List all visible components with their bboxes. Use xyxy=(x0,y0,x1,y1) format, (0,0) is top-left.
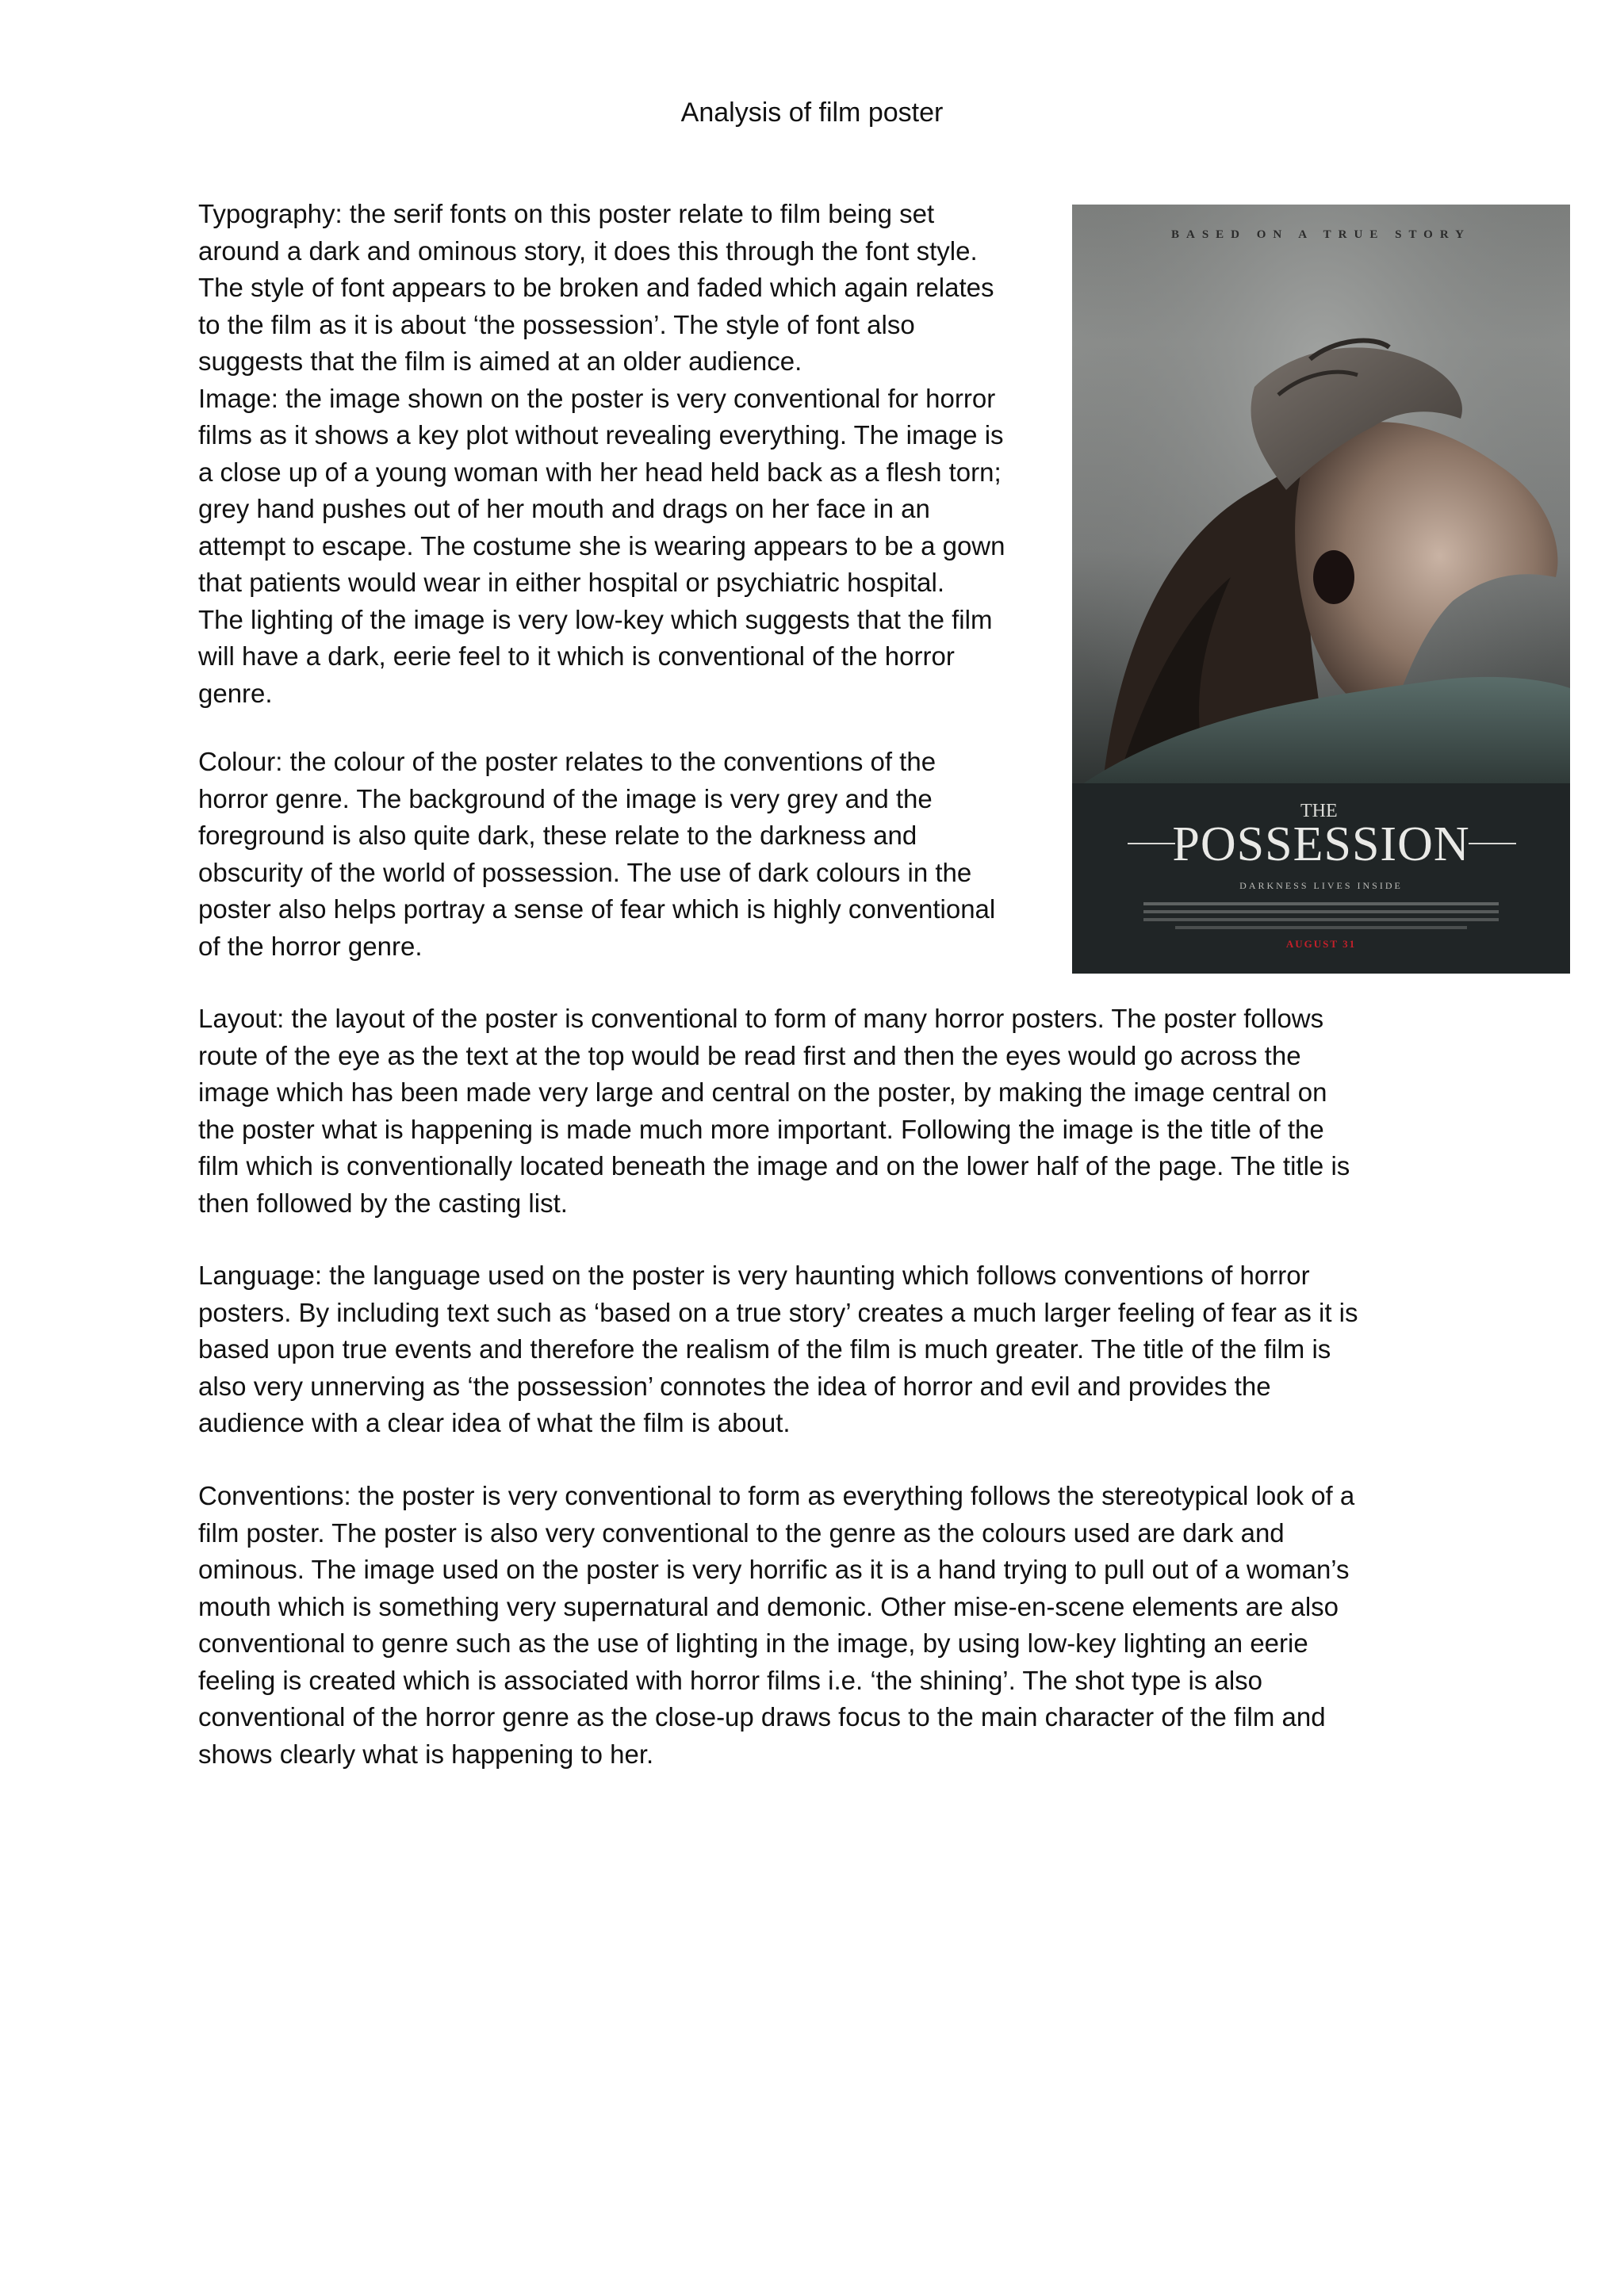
text-line: Layout: the layout of the poster is conventional to form of many horror posters. The poster follows xyxy=(198,1004,1324,1033)
paragraph-conventions xyxy=(198,1478,1354,1773)
text-line: around a dark and ominous story, it does this through the font style. xyxy=(198,235,978,266)
poster-release-date: AUGUST 31 xyxy=(1285,938,1357,950)
text-line: a close up of a young woman with her head held back as a flesh torn; xyxy=(198,457,1002,487)
poster-title-prefix: THE xyxy=(1300,801,1338,821)
text-line: shows clearly what is happening to her. xyxy=(198,1739,654,1769)
text-line: Language: the language used on the poster is very haunting which follows conventions of horror xyxy=(198,1261,1310,1290)
text-line: to the film as it is about ‘the possession’. The style of font also xyxy=(198,309,915,339)
text-line: film poster. The poster is also very conventional to the genre as the colours used are dark and xyxy=(198,1517,1285,1548)
text-line: feeling is created which is associated with horror films i.e. ‘the shining’. The shot type is also xyxy=(198,1665,1263,1695)
text-line: Conventions: the poster is very conventional to form as everything follows the stereotypical look of a xyxy=(198,1481,1355,1510)
text-line: posters. By including text such as ‘based on a true story’ creates a much larger feeling of fear as it is xyxy=(198,1297,1358,1327)
paragraph-typography-image xyxy=(198,196,1005,712)
poster-title: POSSESSION xyxy=(1172,817,1470,871)
text-line: The style of font appears to be broken and faded which again relates xyxy=(198,273,994,302)
text-line: mouth which is something very supernatural and demonic. Other mise-en-scene elements are also xyxy=(198,1591,1339,1621)
poster-tagline: BASED ON A TRUE STORY xyxy=(1171,228,1471,241)
text-line: Typography: the serif fonts on this poster relate to film being set xyxy=(198,199,935,228)
text-line: image which has been made very large and central on the poster, by making the image central on xyxy=(198,1077,1327,1107)
text-line: suggests that the film is aimed at an older audience. xyxy=(198,346,802,376)
text-line: foreground is also quite dark, these relate to the darkness and xyxy=(198,821,917,850)
text-line: will have a dark, eerie feel to it which is conventional of the horror xyxy=(198,641,955,671)
text-line: Colour: the colour of the poster relates to the conventions of the xyxy=(198,747,936,776)
text-line: of the horror genre. xyxy=(198,931,423,961)
film-poster-image xyxy=(1072,205,1570,974)
paragraph-colour xyxy=(198,744,995,965)
paragraph-layout xyxy=(198,1001,1350,1222)
text-line: obscurity of the world of possession. The use of dark colours in the xyxy=(198,857,972,887)
text-line: poster also helps portray a sense of fear which is highly conventional xyxy=(198,894,996,924)
text-line: genre. xyxy=(198,678,273,708)
text-line: that patients would wear in either hospital or psychiatric hospital. xyxy=(198,568,944,597)
text-line: the poster what is happening is made much more important. Following the image is the title of the xyxy=(198,1114,1324,1144)
text-line: film which is conventionally located beneath the image and on the lower half of the page. The title is xyxy=(198,1151,1350,1181)
text-line: ominous. The image used on the poster is very horrific as it is a hand trying to pull out of a woman’s xyxy=(198,1555,1350,1584)
text-line: The lighting of the image is very low-key which suggests that the film xyxy=(198,604,993,634)
text-line: grey hand pushes out of her mouth and drags on her face in an xyxy=(198,494,930,523)
text-line: also very unnerving as ‘the possession’ connotes the idea of horror and evil and provides the xyxy=(198,1371,1271,1401)
poster-subtitle: DARKNESS LIVES INSIDE xyxy=(1239,880,1403,891)
text-line: audience with a clear idea of what the film is about. xyxy=(198,1408,791,1437)
text-line: then followed by the casting list. xyxy=(198,1188,568,1218)
text-line: based upon true events and therefore the realism of the film is much greater. The title of the film is xyxy=(198,1334,1331,1364)
text-line: horror genre. The background of the image is very grey and the xyxy=(198,783,933,813)
document-title: Analysis of film poster xyxy=(680,98,944,128)
paragraph-language xyxy=(198,1257,1358,1442)
text-line: conventional to genre such as the use of lighting in the image, by using low-key lighting an eerie xyxy=(198,1628,1308,1658)
text-line: route of the eye as the text at the top would be read first and then the eyes would go across the xyxy=(198,1040,1301,1070)
text-line: conventional of the horror genre as the close-up draws focus to the main character of the film and xyxy=(198,1702,1326,1732)
text-line: Image: the image shown on the poster is very conventional for horror xyxy=(198,383,996,413)
text-line: films as it shows a key plot without revealing everything. The image is xyxy=(198,420,1004,450)
text-line: attempt to escape. The costume she is wearing appears to be a gown xyxy=(198,530,1005,561)
